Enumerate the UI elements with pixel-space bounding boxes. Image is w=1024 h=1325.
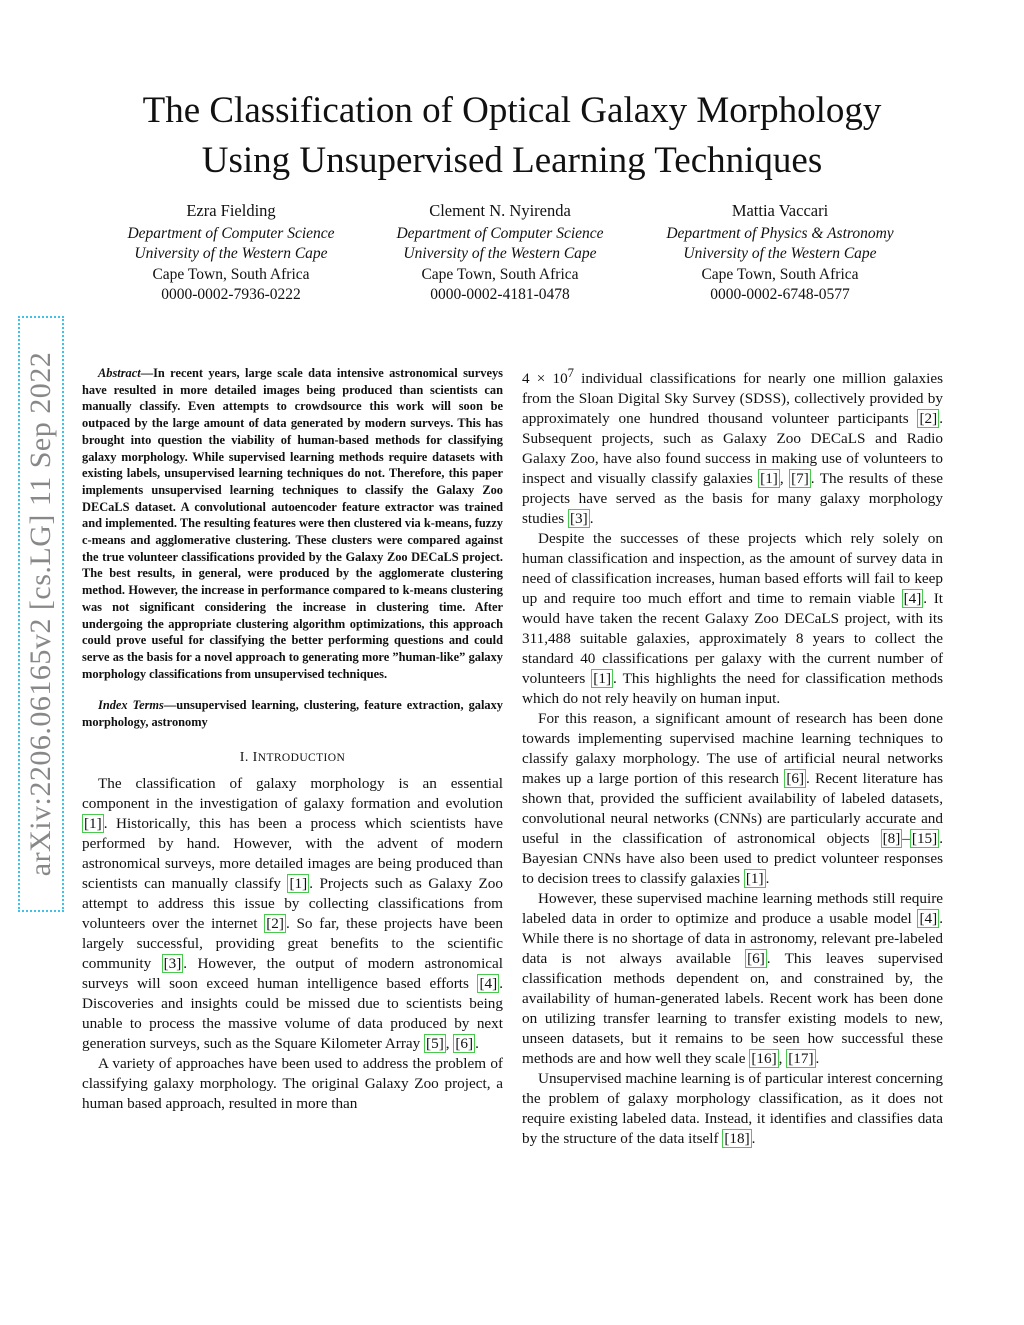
body-paragraph — [522, 889, 943, 1069]
text-run: However, these supervised machine learning methods still require labeled data in order to optimize and produce a usable model — [522, 890, 943, 928]
section-numeral: I. — [239, 749, 253, 765]
text-run: . — [475, 1034, 479, 1052]
citation-link[interactable]: [7] — [791, 470, 809, 488]
citation-link[interactable]: [17] — [788, 1050, 814, 1068]
text-run: . However, the output of modern astronomical surveys will soon exceed human intelligence based efforts — [82, 954, 503, 992]
citation-link[interactable]: [1] — [760, 470, 778, 488]
author-university: University of the Western Cape — [403, 245, 597, 262]
text-run: . The results of these projects have served as the basis for many galaxy morphology studies — [522, 470, 943, 528]
author-location: Cape Town, South Africa — [152, 265, 310, 283]
body-paragraph — [522, 363, 943, 529]
text-run: . Recent literature has shown that, provided the sufficient availability of labeled datasets, convolutional neural networks (CNNs) are particularly accurate and useful in the classification of astronomical objects — [522, 770, 943, 848]
text-run: , — [779, 470, 790, 488]
paper-title — [60, 86, 964, 186]
author-university: University of the Western Cape — [134, 245, 328, 262]
body-paragraph — [522, 709, 943, 889]
superscript-exponent: 7 — [567, 366, 574, 380]
text-run: . This highlights the need for classification methods which do not rely heavily on human input. — [522, 670, 943, 708]
text-run: – — [902, 830, 910, 848]
text-run: . — [751, 1130, 756, 1148]
text-run: . Subsequent projects, such as Galaxy Zoo DECaLS and Radio Galaxy Zoo, have also found success in making use of volunteers to inspect and visually classify galaxies — [522, 410, 943, 488]
author-block-3 — [640, 201, 920, 306]
text-run: 4 × 10 — [522, 370, 568, 388]
text-run: . — [815, 1050, 820, 1068]
author-location: Cape Town, South Africa — [701, 265, 859, 283]
body-paragraph — [522, 1069, 943, 1149]
citation-link[interactable]: [1] — [289, 874, 308, 892]
body-paragraph — [82, 774, 503, 1054]
text-run: . Discoveries and insights could be missed due to scientists being unable to process the massive volume of data produced by next generation surveys, such as the Square Kilometer Array — [82, 974, 503, 1052]
author-orcid: 0000-0002-6748-0577 — [710, 286, 850, 303]
text-run: Unsupervised machine learning is of particular interest concerning the problem of galaxy morphology classification, as it does not require existing labeled data. Instead, it identifies and classifies data by the structure of the data itself — [522, 1070, 943, 1148]
text-run: . This leaves supervised classification methods dependent on, and constrained by, the availability of human-generated labels. Recent work has been done on utilizing transfer learning to transfer existing models to new, unseen datasets, but it remains to be seen how successful these methods are and how well they scale — [522, 950, 943, 1068]
citation-link[interactable]: [5] — [426, 1034, 444, 1052]
text-run: , — [778, 1050, 787, 1068]
left-column — [82, 365, 503, 1114]
body-paragraph — [82, 1054, 503, 1114]
citation-link[interactable]: [4] — [919, 910, 938, 928]
citation-link[interactable]: [6] — [786, 770, 805, 788]
text-run: . Bayesian CNNs have also been used to predict volunteer responses to decision trees to classify galaxies — [522, 830, 943, 888]
text-run: The classification of galaxy morphology is an essential component in the investigation of galaxy formation and evolution — [82, 774, 503, 812]
text-run: . So far, these projects have been largely successful, providing great benefits to the scientific community — [82, 914, 503, 972]
citation-link[interactable]: [2] — [919, 410, 938, 428]
author-orcid: 0000-0002-7936-0222 — [161, 286, 301, 303]
citation-link[interactable]: [3] — [570, 510, 588, 528]
citation-link[interactable]: [15] — [911, 830, 938, 848]
index-terms-text: —unsupervised learning, clustering, feature extraction, galaxy morphology, astronomy — [82, 698, 503, 730]
text-run: A variety of approaches have been used to address the problem of classifying galaxy morphology. The original Galaxy Zoo project, a human based approach, resulted in more than — [82, 1054, 503, 1112]
citation-link[interactable]: [3] — [163, 954, 182, 972]
title-line-1: The Classification of Optical Galaxy Morphology — [142, 90, 882, 131]
text-run: Despite the successes of these projects which rely solely on human classification and inspection, as the amount of survey data in need of classification increases, human based efforts will fail to keep up and require too much effort and time to remain viable — [522, 530, 943, 608]
index-terms — [82, 697, 503, 730]
citation-link[interactable]: [18] — [724, 1130, 750, 1148]
author-block-1 — [100, 201, 362, 306]
section-heading-introduction — [82, 750, 503, 766]
citation-link[interactable]: [8] — [882, 830, 901, 848]
citation-link[interactable]: [2] — [266, 914, 284, 932]
author-university: University of the Western Cape — [683, 245, 877, 262]
right-column — [522, 363, 943, 1149]
citation-link[interactable]: [6] — [747, 950, 765, 968]
title-line-2: Using Unsupervised Learning Techniques — [201, 140, 823, 181]
section-rest: NTRODUCTION — [257, 751, 346, 764]
text-run: . Projects such as Galaxy Zoo attempt to address this issue by collecting classifications from volunteers over the internet — [82, 874, 503, 932]
citation-link[interactable]: [6] — [455, 1034, 474, 1052]
abstract — [82, 365, 503, 682]
citation-link[interactable]: [4] — [479, 974, 498, 992]
citation-link[interactable]: [1] — [593, 670, 612, 688]
right-body — [522, 363, 943, 1149]
text-run: . — [589, 510, 594, 528]
author-department: Department of Physics & Astronomy — [666, 224, 894, 242]
arxiv-identifier-stamp — [18, 316, 64, 912]
author-name: Clement N. Nyirenda — [429, 201, 571, 220]
text-run: . Historically, this has been a process which scientists have performed by hand. However, with the advent of modern astronomical surveys, more detailed images are being produced than scientists can manually classify — [82, 814, 503, 892]
author-department: Department of Computer Science — [127, 224, 335, 242]
author-location: Cape Town, South Africa — [421, 265, 579, 283]
text-run: . — [765, 870, 770, 888]
body-paragraph — [522, 529, 943, 709]
author-name: Mattia Vaccari — [731, 201, 829, 220]
author-name: Ezra Fielding — [186, 201, 276, 220]
text-run: , — [445, 1034, 454, 1052]
section-initial: I — [252, 749, 258, 765]
index-terms-label: Index Terms — [98, 698, 164, 713]
abstract-label: Abstract — [98, 366, 141, 380]
text-run: . It would have taken the recent Galaxy Zoo DECaLS project, with its 311,488 suitable galaxies, approximately 8 years to collect the standard 40 classifications per galaxy with the current number of volunteers — [522, 590, 943, 688]
citation-link[interactable]: [16] — [751, 1050, 777, 1068]
author-department: Department of Computer Science — [396, 224, 604, 242]
abstract-text: —In recent years, large scale data intensive astronomical surveys have resulted in more detailed images being produced than scientists can manually classify. Even attempts to crowdsource this work will soon be outpaced by the large amount of data generated by modern surveys. This has brought into question the viability of human-based methods for classifying galaxy morphology. While supervised learning methods require datasets with existing labels, unsupervised learning techniques do not. Therefore, this paper implements unsupervised learning techniques to classify the Galaxy Zoo DECaLS dataset. A convolutional autoencoder feature extractor was trained and implemented. The resulting features were then clustered via k-means, fuzzy c-means and agglomerative clustering. These clusters were compared against the true volunteer classifications provided by the Galaxy Zoo DECaLS project. The best results, in general, were produced by the agglomerate clustering method. However, the increase in performance compared to k-means clustering was not significant considering the increase in clustering time. After undergoing the appropriate clustering algorithm optimizations, this approach could prove useful for classifying the better performing questions and could serve as the basis for a novel approach to generating more ”human-like” galaxy morphology classifications from unsupervised techniques. — [82, 366, 503, 681]
arxiv-id-text: arXiv:2206.06165v2 [cs.LG] 11 Sep 2022 — [24, 351, 57, 877]
text-run: individual classifications for nearly one million galaxies from the Sloan Digital Sky Survey (SDSS), collectively provided by approximately one hundred thousand volunteer participants — [522, 370, 943, 428]
citation-link[interactable]: [4] — [903, 590, 922, 608]
citation-link[interactable]: [1] — [745, 870, 764, 888]
citation-link[interactable]: [1] — [84, 814, 102, 832]
text-run: For this reason, a significant amount of research has been done towards implementing supervised machine learning techniques to classify galaxy morphology. The use of artificial neural networks makes up a large portion of this research — [522, 710, 943, 788]
author-block-2 — [374, 201, 626, 306]
author-orcid: 0000-0002-4181-0478 — [430, 286, 570, 303]
left-body — [82, 774, 503, 1114]
text-run: . While there is no shortage of data in astronomy, relevant pre-labeled data is not always available — [522, 910, 943, 968]
